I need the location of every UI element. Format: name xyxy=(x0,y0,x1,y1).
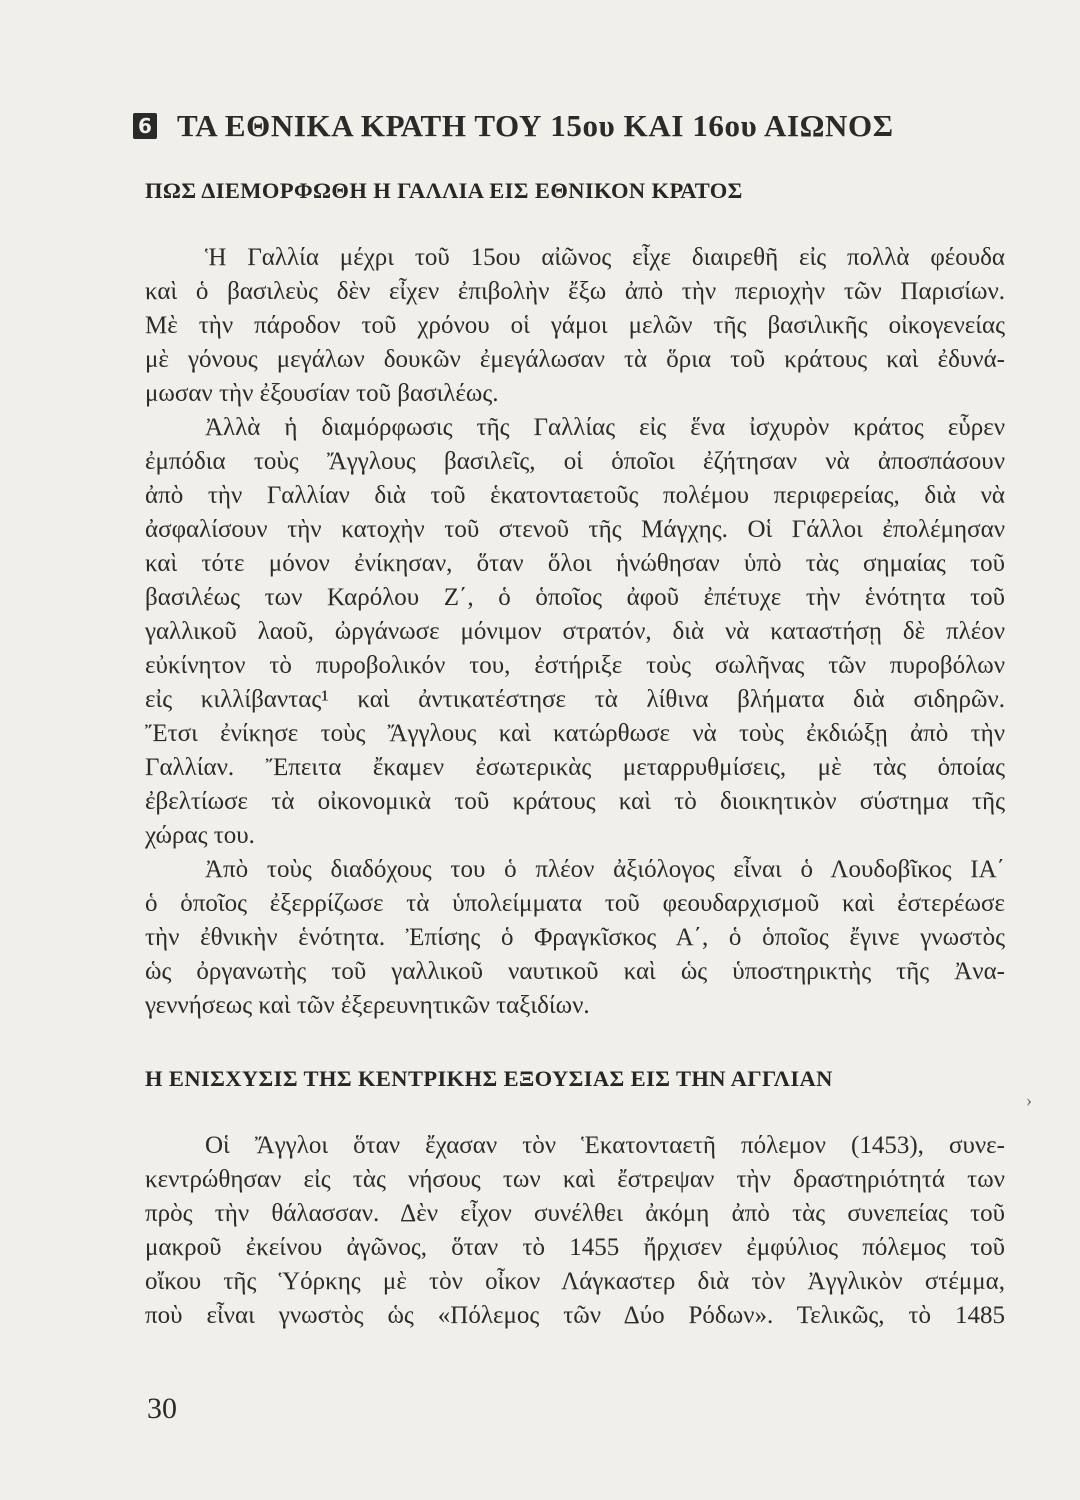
section-title-england: Η ΕΝΙΣΧΥΣΙΣ ΤΗΣ ΚΕΝΤΡΙΚΗΣ ΕΞΟΥΣΙΑΣ ΕΙΣ ΤΗΝ ΑΓΓΛΙΑΝ xyxy=(145,1066,833,1091)
paragraph-line: μακροῦ ἐκείνου ἀγῶνος, ὅταν τὸ 1455 ἤρχισεν ἐμφύλιος πόλεμος τοῦ xyxy=(145,1234,1005,1261)
paragraph-line: ὡς ὀργανωτὴς τοῦ γαλλικοῦ ναυτικοῦ καὶ ὡς ὑποστηρικτὴς τῆς Ἀνα- xyxy=(145,958,1005,985)
paragraph-line: ἐβελτίωσε τὰ οἰκονομικὰ τοῦ κράτους καὶ τὸ διοικητικὸν σύστημα τῆς xyxy=(145,788,1005,815)
paragraph-line: χώρας του. xyxy=(145,822,255,849)
paragraph-line: καὶ τότε μόνον ἐνίκησαν, ὅταν ὅλοι ἡνώθησαν ὑπὸ τὰς σημαίας τοῦ xyxy=(145,550,1005,577)
paragraph-line: Ἀλλὰ ἡ διαμόρφωσις τῆς Γαλλίας εἰς ἕνα ἰσχυρὸν κράτος εὗρεν xyxy=(205,414,1005,441)
paragraph-line: μωσαν τὴν ἐξουσίαν τοῦ βασιλέως. xyxy=(145,380,499,407)
section-title-france: ΠΩΣ ΔΙΕΜΟΡΦΩΘΗ Η ΓΑΛΛΙΑ ΕΙΣ ΕΘΝΙΚΟΝ ΚΡΑΤΟΣ xyxy=(145,178,743,203)
margin-mark: › xyxy=(1026,1090,1032,1110)
paragraph-line: ποὺ εἶναι γνωστὸς ὡς «Πόλεμος τῶν Δύο Ρόδων». Τελικῶς, τὸ 1485 xyxy=(145,1302,1005,1329)
paragraph-line: μὲ γόνους μεγάλων δουκῶν ἐμεγάλωσαν τὰ ὅρια τοῦ κράτους καὶ ἐδυνά- xyxy=(145,346,1005,373)
paragraph-line: Ἡ Γαλλία μέχρι τοῦ 15ου αἰῶνος εἶχε διαιρεθῆ εἰς πολλὰ φέουδα xyxy=(205,244,1005,271)
paragraph-line: κεντρώθησαν εἰς τὰς νήσους των καὶ ἔστρεψαν τὴν δραστηριότητά των xyxy=(145,1166,1005,1193)
paragraph-line: ἀσφαλίσουν τὴν κατοχὴν τοῦ στενοῦ τῆς Μάγχης. Οἱ Γάλλοι ἐπολέμησαν xyxy=(145,516,1005,543)
chapter-heading xyxy=(133,104,973,148)
paragraph-line: τὴν ἐθνικὴν ἑνότητα. Ἐπίσης ὁ Φραγκῖσκος Α΄, ὁ ὁποῖος ἔγινε γνωστὸς xyxy=(145,924,1005,951)
paragraph-line: οἴκου τῆς Ὑόρκης μὲ τὸν οἶκον Λάγκαστερ διὰ τὸν Ἀγγλικὸν στέμμα, xyxy=(145,1268,1005,1295)
chapter-number-badge: 6 xyxy=(133,113,157,139)
paragraph-line: Μὲ τὴν πάροδον τοῦ χρόνου οἱ γάμοι μελῶν τῆς βασιλικῆς οἰκογενείας xyxy=(145,312,1005,339)
page-number: 30 xyxy=(147,1392,177,1425)
paragraph-line: Ἀπὸ τοὺς διαδόχους του ὁ πλέον ἀξιόλογος εἶναι ὁ Λουδοβῖκος ΙΑ΄ xyxy=(205,856,1005,883)
paragraph-line: ἀπὸ τὴν Γαλλίαν διὰ τοῦ ἑκατονταετοῦς πολέμου περιφερείας, διὰ νὰ xyxy=(145,482,1005,509)
paragraph-line: εἰς κιλλίβαντας¹ καὶ ἀντικατέστησε τὰ λίθινα βλήματα διὰ σιδηρῶν. xyxy=(145,686,1005,713)
chapter-title: ΤΑ ΕΘΝΙΚΑ ΚΡΑΤΗ ΤΟΥ 15ου ΚΑΙ 16ου ΑΙΩΝΟΣ xyxy=(177,108,894,143)
paragraph-line: ἐμπόδια τοὺς Ἄγγλους βασιλεῖς, οἱ ὁποῖοι ἐζήτησαν νὰ ἀποσπάσουν xyxy=(145,448,1005,475)
paragraph-line: εὐκίνητον τὸ πυροβολικόν του, ἐστήριξε τοὺς σωλῆνας τῶν πυροβόλων xyxy=(145,652,1005,679)
paragraph-line: γαλλικοῦ λαοῦ, ὠργάνωσε μόνιμον στρατόν, διὰ νὰ καταστήσῃ δὲ πλέον xyxy=(145,618,1005,645)
paragraph-line: βασιλέως των Καρόλου Ζ΄, ὁ ὁποῖος ἀφοῦ ἐπέτυχε τὴν ἑνότητα τοῦ xyxy=(145,584,1005,611)
paragraph-line: Ἔτσι ἐνίκησε τοὺς Ἄγγλους καὶ κατώρθωσε νὰ τοὺς ἐκδιώξῃ ἀπὸ τὴν xyxy=(145,720,1005,747)
paragraph-line: καὶ ὁ βασιλεὺς δὲν εἶχεν ἐπιβολὴν ἔξω ἀπὸ τὴν περιοχὴν τῶν Παρισίων. xyxy=(145,278,1005,305)
paragraph-line: Οἱ Ἄγγλοι ὅταν ἔχασαν τὸν Ἑκατονταετῆ πόλεμον (1453), συνε- xyxy=(205,1132,1005,1159)
paragraph-line: Γαλλίαν. Ἔπειτα ἔκαμεν ἐσωτερικὰς μεταρρυθμίσεις, μὲ τὰς ὁποίας xyxy=(145,754,1005,781)
paragraph-line: πρὸς τὴν θάλασσαν. Δὲν εἶχον συνέλθει ἀκόμη ἀπὸ τὰς συνεπείας τοῦ xyxy=(145,1200,1005,1227)
paragraph-line: ὁ ὁποῖος ἐξερρίζωσε τὰ ὑπολείμματα τοῦ φεουδαρχισμοῦ καὶ ἐστερέωσε xyxy=(145,890,1005,917)
paragraph-line: γεννήσεως καὶ τῶν ἐξερευνητικῶν ταξιδίων. xyxy=(145,992,590,1019)
